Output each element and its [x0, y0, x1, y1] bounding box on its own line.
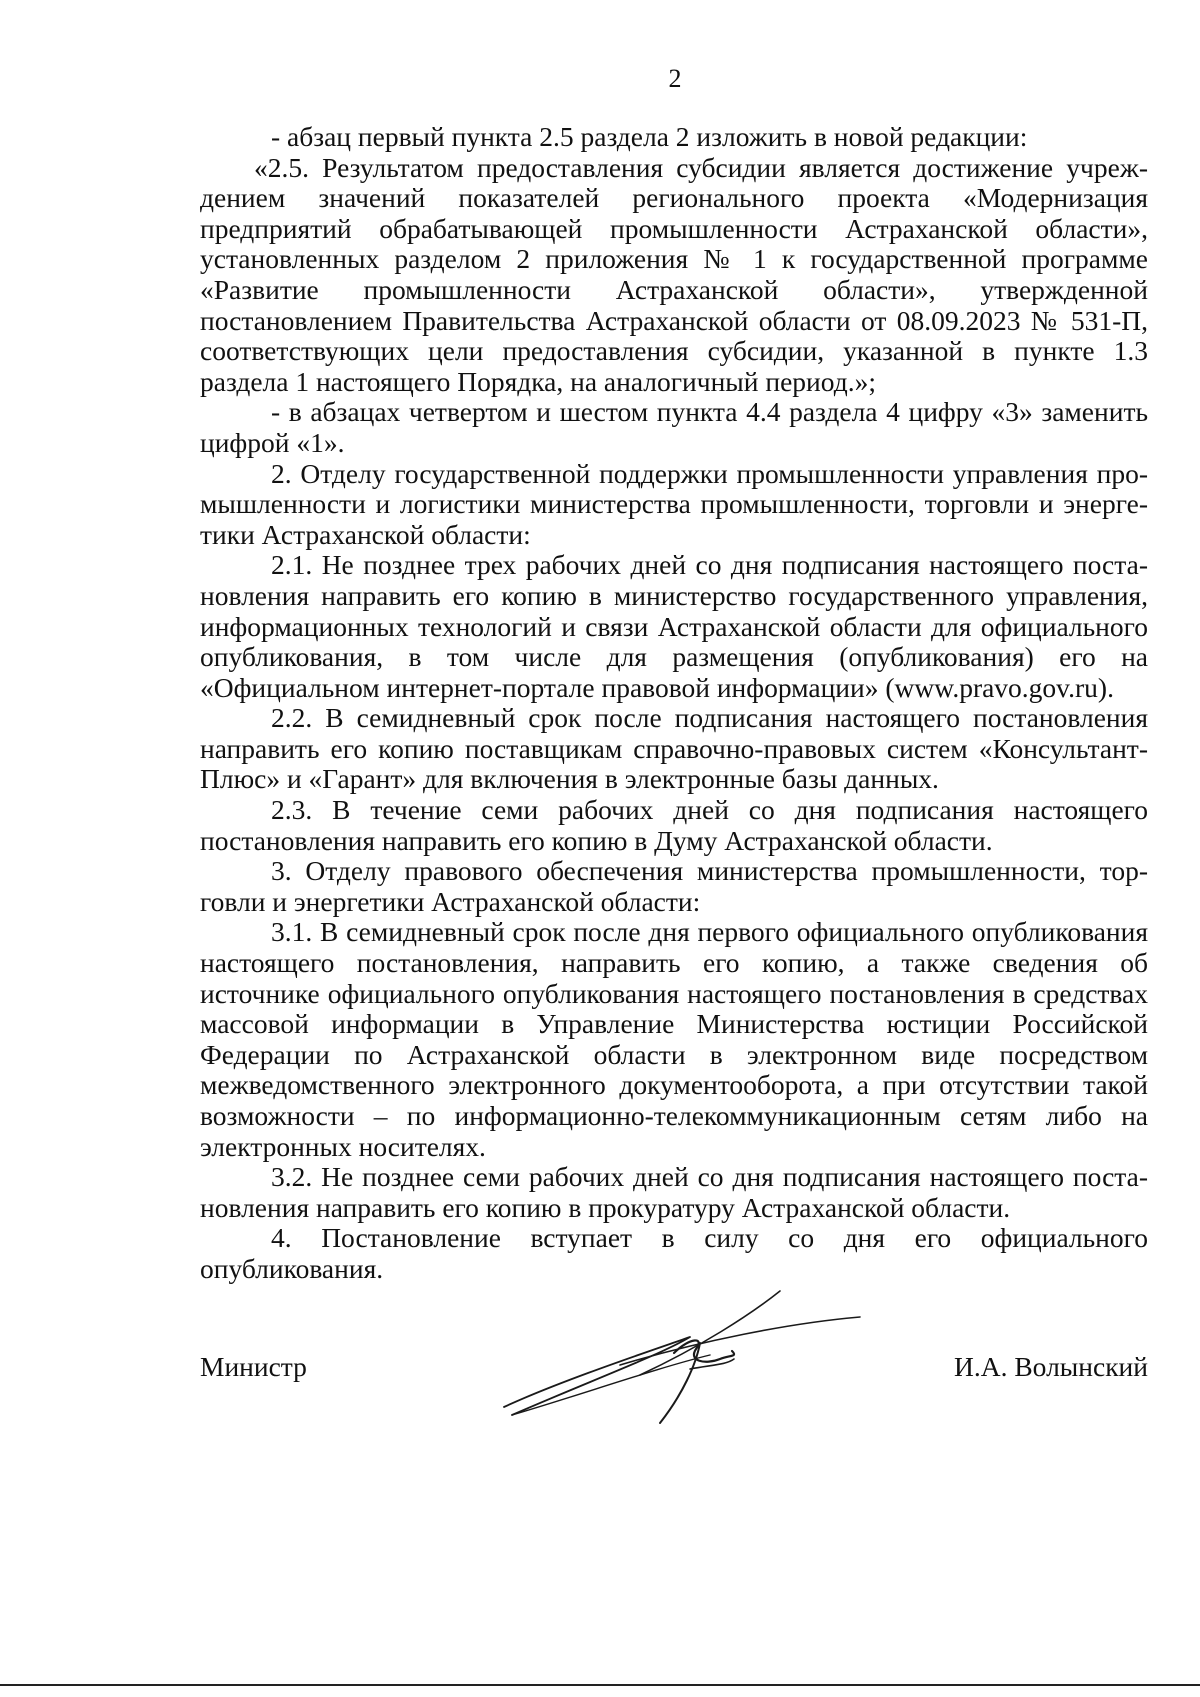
- paragraph-amendment-intro: - абзац первый пункта 2.5 раздела 2 изложить в новой редакции:: [271, 121, 1028, 152]
- signature-block: [200, 1352, 1148, 1392]
- paragraph-item-2-2: 2.2. В семидневный срок после подписания настоящего постановления направить его копию поставщикам справочно-правовых систем «КонсультантПлюс» и «Гарант» для включения в электронные базы данных.: [200, 702, 1148, 795]
- paragraph-quoted-item-2-5: «2.5. Результатом предоставления субсидии является достижение учреждением значений показателей регионального проекта «Модернизация предприятий обрабатывающей промышленности Астраханской области», установленных разделом 2 приложения № 1 к государственной программе «Развитие промышленности Астраханской области», утвержденной постановлением Правительства Астраханской области от 08.09.2023 № 531-П, соответствующих цели предоставления субсидии, указанной в пункте 1.3 раздела 1 настоящего Порядка, на аналогичный период.»;: [200, 151, 1148, 397]
- paragraph-amendment-4-4: - в абзацах четвертом и шестом пункта 4.4 раздела 4 цифру «3» заменить цифрой «1».: [200, 396, 1148, 458]
- paragraph-item-3-2: 3.2. Не позднее семи рабочих дней со дня подписания настоящего постановления направить его копию в прокуратуру Астраханской области.: [200, 1161, 1148, 1223]
- signatory-title: Министр: [200, 1351, 307, 1382]
- paragraph-item-2-1: 2.1. Не позднее трех рабочих дней со дня подписания настоящего постановления направить его копию в министерство государственного управления, информационных технологий и связи Астраханской области для официального опубликования, в том числе для размещения (опубликования) его на «Официальном интернет-портале правовой информации» (www.pravo.gov.ru).: [200, 549, 1148, 703]
- page-number: 2: [668, 64, 682, 93]
- paragraph-item-2-3: 2.3. В течение семи рабочих дней со дня подписания настоящего постановления направить его копию в Думу Астраханской области.: [200, 794, 1148, 856]
- signatory-name: И.А. Волынский: [954, 1351, 1148, 1382]
- paragraph-item-3: 3. Отделу правового обеспечения министерства промышленности, торговли и энергетики Астраханской области:: [200, 855, 1148, 917]
- page-bottom-rule: [0, 1684, 1200, 1686]
- paragraph-item-3-1: 3.1. В семидневный срок после дня первого официального опубликования настоящего постановления, направить его копию, а также сведения об источнике официального опубликования настоящего постановления в средствах массовой информации в Управление Министерства юстиции Российской Федерации по Астраханской области в электронном виде посредством межведомственного электронного документооборота, а при отсутствии такой возможности – по информационно-телекоммуникационным сетям либо на электронных носителях.: [200, 916, 1148, 1162]
- paragraph-item-4: 4. Постановление вступает в силу со дня его официального опубликования.: [200, 1222, 1148, 1284]
- document-body: [200, 122, 1148, 1285]
- paragraph-item-2: 2. Отделу государственной поддержки промышленности управления промышленности и логистики министерства промышленности, торговли и энергетики Астраханской области:: [200, 457, 1148, 550]
